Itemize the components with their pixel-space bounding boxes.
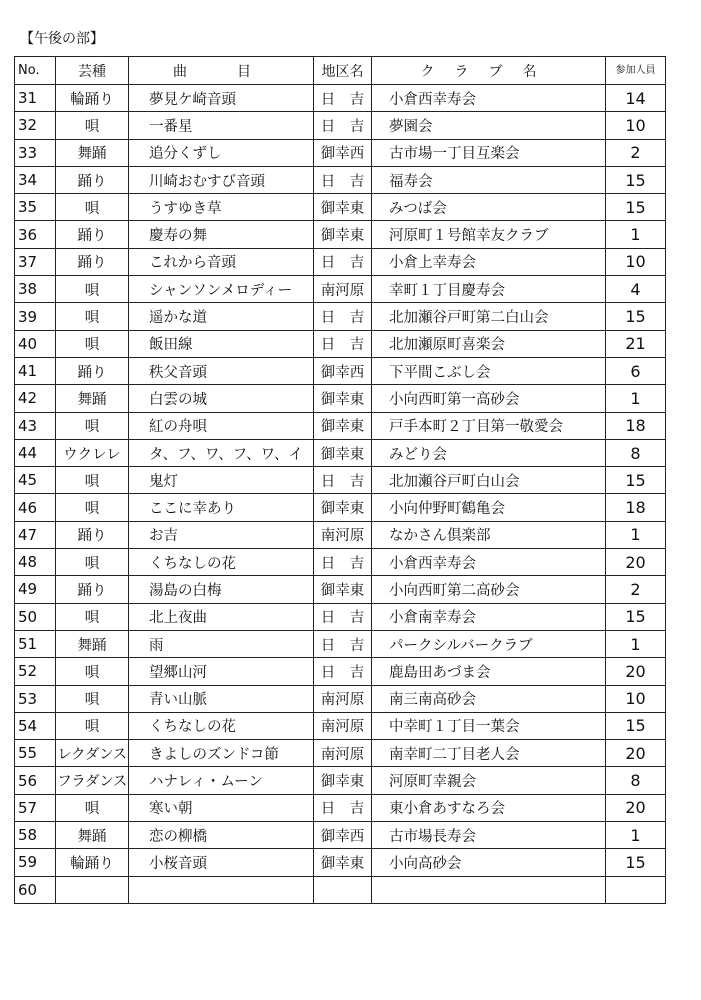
table-row bbox=[15, 385, 666, 412]
cell-district: 南河原 bbox=[314, 685, 372, 712]
cell-district: 日 吉 bbox=[314, 794, 372, 821]
table-row bbox=[15, 740, 666, 767]
cell-no: 37 bbox=[15, 248, 56, 275]
cell-no: 50 bbox=[15, 603, 56, 630]
cell-genre: 舞踊 bbox=[56, 385, 129, 412]
cell-participants: 10 bbox=[606, 685, 666, 712]
cell-genre: 唄 bbox=[56, 685, 129, 712]
cell-no: 56 bbox=[15, 767, 56, 794]
cell-no: 33 bbox=[15, 139, 56, 166]
cell-district: 南河原 bbox=[314, 740, 372, 767]
cell-genre: 踊り bbox=[56, 166, 129, 193]
cell-club: 東小倉あすなろ会 bbox=[372, 794, 606, 821]
table-row bbox=[15, 549, 666, 576]
table-row bbox=[15, 658, 666, 685]
cell-song: ここに幸あり bbox=[129, 494, 314, 521]
header-district: 地区名 bbox=[314, 57, 372, 85]
cell-district: 御幸東 bbox=[314, 849, 372, 876]
cell-club: 河原町１号館幸友クラブ bbox=[372, 221, 606, 248]
cell-club: 南幸町二丁目老人会 bbox=[372, 740, 606, 767]
cell-genre: ウクレレ bbox=[56, 439, 129, 466]
cell-participants: 1 bbox=[606, 521, 666, 548]
header-participants: 参加人員 bbox=[606, 57, 666, 85]
cell-genre: 唄 bbox=[56, 467, 129, 494]
cell-no: 45 bbox=[15, 467, 56, 494]
cell-club: 北加瀬谷戸町白山会 bbox=[372, 467, 606, 494]
cell-participants: 21 bbox=[606, 330, 666, 357]
cell-song: 寒い朝 bbox=[129, 794, 314, 821]
cell-participants: 20 bbox=[606, 794, 666, 821]
cell-district: 南河原 bbox=[314, 712, 372, 739]
cell-song: 北上夜曲 bbox=[129, 603, 314, 630]
cell-song: うすゆき草 bbox=[129, 194, 314, 221]
cell-no: 60 bbox=[15, 876, 56, 903]
table-row bbox=[15, 85, 666, 112]
cell-genre: 唄 bbox=[56, 303, 129, 330]
cell-district: 御幸東 bbox=[314, 385, 372, 412]
cell-participants: 10 bbox=[606, 248, 666, 275]
table-row bbox=[15, 576, 666, 603]
cell-no: 44 bbox=[15, 439, 56, 466]
cell-club: 古市場一丁目互楽会 bbox=[372, 139, 606, 166]
cell-no: 58 bbox=[15, 822, 56, 849]
table-row bbox=[15, 467, 666, 494]
cell-district: 日 吉 bbox=[314, 85, 372, 112]
cell-genre: 舞踊 bbox=[56, 822, 129, 849]
cell-no: 55 bbox=[15, 740, 56, 767]
table-body bbox=[15, 85, 666, 904]
cell-song: 慶寿の舞 bbox=[129, 221, 314, 248]
cell-participants: 15 bbox=[606, 603, 666, 630]
cell-club: 小倉西幸寿会 bbox=[372, 85, 606, 112]
cell-genre: 唄 bbox=[56, 603, 129, 630]
cell-club: 福寿会 bbox=[372, 166, 606, 193]
cell-district: 日 吉 bbox=[314, 248, 372, 275]
cell-participants: 15 bbox=[606, 166, 666, 193]
cell-club: 幸町１丁目慶寿会 bbox=[372, 276, 606, 303]
table-row bbox=[15, 330, 666, 357]
cell-district: 御幸西 bbox=[314, 357, 372, 384]
cell-song: 夢見ケ崎音頭 bbox=[129, 85, 314, 112]
cell-district: 日 吉 bbox=[314, 303, 372, 330]
cell-song: 湯島の白梅 bbox=[129, 576, 314, 603]
cell-club: 鹿島田あづま会 bbox=[372, 658, 606, 685]
cell-club: みどり会 bbox=[372, 439, 606, 466]
cell-district: 日 吉 bbox=[314, 549, 372, 576]
cell-district: 御幸東 bbox=[314, 576, 372, 603]
cell-participants: 1 bbox=[606, 630, 666, 657]
cell-participants: 15 bbox=[606, 194, 666, 221]
cell-club: 小倉西幸寿会 bbox=[372, 549, 606, 576]
cell-participants: 8 bbox=[606, 439, 666, 466]
cell-song: 望郷山河 bbox=[129, 658, 314, 685]
cell-club: 小向西町第二高砂会 bbox=[372, 576, 606, 603]
cell-song: 恋の柳橋 bbox=[129, 822, 314, 849]
cell-district: 日 吉 bbox=[314, 603, 372, 630]
cell-club: 古市場長寿会 bbox=[372, 822, 606, 849]
cell-district: 日 吉 bbox=[314, 467, 372, 494]
cell-club: 小倉上幸寿会 bbox=[372, 248, 606, 275]
cell-genre: 唄 bbox=[56, 712, 129, 739]
cell-song: 雨 bbox=[129, 630, 314, 657]
cell-genre: レクダンス bbox=[56, 740, 129, 767]
cell-club: 下平間こぶし会 bbox=[372, 357, 606, 384]
cell-participants: 18 bbox=[606, 494, 666, 521]
cell-genre: 輪踊り bbox=[56, 85, 129, 112]
cell-district: 南河原 bbox=[314, 521, 372, 548]
cell-genre: 唄 bbox=[56, 112, 129, 139]
cell-song: きよしのズンドコ節 bbox=[129, 740, 314, 767]
cell-song: シャンソンメロディー bbox=[129, 276, 314, 303]
cell-participants: 14 bbox=[606, 85, 666, 112]
cell-district: 御幸西 bbox=[314, 139, 372, 166]
cell-district: 日 吉 bbox=[314, 658, 372, 685]
cell-song: お吉 bbox=[129, 521, 314, 548]
cell-genre: 踊り bbox=[56, 248, 129, 275]
cell-no: 46 bbox=[15, 494, 56, 521]
cell-song: 一番星 bbox=[129, 112, 314, 139]
cell-song: くちなしの花 bbox=[129, 712, 314, 739]
header-no: No. bbox=[15, 57, 56, 85]
cell-song: 紅の舟唄 bbox=[129, 412, 314, 439]
table-row bbox=[15, 221, 666, 248]
cell-song: ハナレィ・ムーン bbox=[129, 767, 314, 794]
table-row bbox=[15, 630, 666, 657]
table-row bbox=[15, 194, 666, 221]
cell-no: 32 bbox=[15, 112, 56, 139]
cell-participants: 20 bbox=[606, 549, 666, 576]
cell-no: 59 bbox=[15, 849, 56, 876]
cell-district: 日 吉 bbox=[314, 630, 372, 657]
cell-participants: 2 bbox=[606, 139, 666, 166]
cell-no: 54 bbox=[15, 712, 56, 739]
cell-club bbox=[372, 876, 606, 903]
cell-song: 遥かな道 bbox=[129, 303, 314, 330]
table-row bbox=[15, 166, 666, 193]
cell-song: これから音頭 bbox=[129, 248, 314, 275]
cell-club: 小向西町第一高砂会 bbox=[372, 385, 606, 412]
table-row bbox=[15, 794, 666, 821]
cell-participants: 1 bbox=[606, 385, 666, 412]
cell-genre: フラダンス bbox=[56, 767, 129, 794]
cell-district: 御幸東 bbox=[314, 194, 372, 221]
cell-song: 白雲の城 bbox=[129, 385, 314, 412]
cell-participants: 20 bbox=[606, 658, 666, 685]
cell-no: 57 bbox=[15, 794, 56, 821]
cell-participants: 2 bbox=[606, 576, 666, 603]
cell-participants bbox=[606, 876, 666, 903]
cell-club: 小倉南幸寿会 bbox=[372, 603, 606, 630]
cell-song: タ、フ、ワ、フ、ワ、イ bbox=[129, 439, 314, 466]
cell-no: 48 bbox=[15, 549, 56, 576]
table-row bbox=[15, 276, 666, 303]
table-row bbox=[15, 521, 666, 548]
table-row bbox=[15, 603, 666, 630]
header-club: クラブ名 bbox=[372, 57, 606, 85]
cell-club: 北加瀬原町喜楽会 bbox=[372, 330, 606, 357]
table-header-row bbox=[15, 57, 666, 85]
cell-participants: 15 bbox=[606, 849, 666, 876]
cell-no: 42 bbox=[15, 385, 56, 412]
cell-no: 39 bbox=[15, 303, 56, 330]
cell-genre bbox=[56, 876, 129, 903]
cell-participants: 8 bbox=[606, 767, 666, 794]
cell-club: パークシルバークラブ bbox=[372, 630, 606, 657]
cell-no: 34 bbox=[15, 166, 56, 193]
cell-song bbox=[129, 876, 314, 903]
cell-no: 38 bbox=[15, 276, 56, 303]
cell-genre: 唄 bbox=[56, 658, 129, 685]
cell-no: 35 bbox=[15, 194, 56, 221]
cell-genre: 唄 bbox=[56, 330, 129, 357]
cell-no: 36 bbox=[15, 221, 56, 248]
table-row bbox=[15, 439, 666, 466]
cell-genre: 踊り bbox=[56, 521, 129, 548]
cell-district: 日 吉 bbox=[314, 166, 372, 193]
cell-club: みつば会 bbox=[372, 194, 606, 221]
cell-song: 青い山脈 bbox=[129, 685, 314, 712]
cell-genre: 唄 bbox=[56, 412, 129, 439]
program-table bbox=[14, 56, 666, 904]
cell-club: 北加瀬谷戸町第二白山会 bbox=[372, 303, 606, 330]
cell-district: 日 吉 bbox=[314, 112, 372, 139]
cell-genre: 踊り bbox=[56, 221, 129, 248]
cell-district: 御幸東 bbox=[314, 767, 372, 794]
section-title: 【午後の部】 bbox=[20, 31, 104, 47]
cell-no: 31 bbox=[15, 85, 56, 112]
cell-participants: 1 bbox=[606, 822, 666, 849]
table-row bbox=[15, 357, 666, 384]
table-row bbox=[15, 712, 666, 739]
cell-song: 秩父音頭 bbox=[129, 357, 314, 384]
cell-district: 南河原 bbox=[314, 276, 372, 303]
cell-genre: 唄 bbox=[56, 194, 129, 221]
cell-genre: 踊り bbox=[56, 576, 129, 603]
cell-song: 鬼灯 bbox=[129, 467, 314, 494]
table-row bbox=[15, 139, 666, 166]
cell-genre: 唄 bbox=[56, 794, 129, 821]
cell-district bbox=[314, 876, 372, 903]
cell-song: くちなしの花 bbox=[129, 549, 314, 576]
table-row bbox=[15, 822, 666, 849]
cell-song: 川崎おむすび音頭 bbox=[129, 166, 314, 193]
cell-no: 52 bbox=[15, 658, 56, 685]
table-row bbox=[15, 494, 666, 521]
cell-song: 追分くずし bbox=[129, 139, 314, 166]
cell-no: 41 bbox=[15, 357, 56, 384]
cell-club: 小向仲野町鶴亀会 bbox=[372, 494, 606, 521]
cell-participants: 1 bbox=[606, 221, 666, 248]
cell-participants: 6 bbox=[606, 357, 666, 384]
cell-district: 御幸東 bbox=[314, 412, 372, 439]
table-row bbox=[15, 412, 666, 439]
cell-no: 43 bbox=[15, 412, 56, 439]
cell-genre: 唄 bbox=[56, 276, 129, 303]
header-song: 曲 目 bbox=[129, 57, 314, 85]
table-row bbox=[15, 303, 666, 330]
cell-club: 中幸町１丁目一葉会 bbox=[372, 712, 606, 739]
cell-district: 御幸西 bbox=[314, 822, 372, 849]
cell-participants: 20 bbox=[606, 740, 666, 767]
cell-club: 夢園会 bbox=[372, 112, 606, 139]
cell-participants: 4 bbox=[606, 276, 666, 303]
cell-song: 飯田線 bbox=[129, 330, 314, 357]
cell-genre: 舞踊 bbox=[56, 139, 129, 166]
table-row bbox=[15, 849, 666, 876]
cell-club: 河原町幸親会 bbox=[372, 767, 606, 794]
cell-genre: 舞踊 bbox=[56, 630, 129, 657]
cell-genre: 踊り bbox=[56, 357, 129, 384]
cell-no: 51 bbox=[15, 630, 56, 657]
cell-club: 小向高砂会 bbox=[372, 849, 606, 876]
cell-no: 40 bbox=[15, 330, 56, 357]
cell-no: 49 bbox=[15, 576, 56, 603]
cell-club: なかさん倶楽部 bbox=[372, 521, 606, 548]
cell-club: 南三南高砂会 bbox=[372, 685, 606, 712]
table-row bbox=[15, 112, 666, 139]
cell-participants: 10 bbox=[606, 112, 666, 139]
cell-genre: 輪踊り bbox=[56, 849, 129, 876]
cell-district: 日 吉 bbox=[314, 330, 372, 357]
cell-participants: 15 bbox=[606, 303, 666, 330]
table-row bbox=[15, 876, 666, 903]
cell-district: 御幸東 bbox=[314, 494, 372, 521]
cell-participants: 15 bbox=[606, 467, 666, 494]
cell-song: 小桜音頭 bbox=[129, 849, 314, 876]
table-row bbox=[15, 767, 666, 794]
cell-genre: 唄 bbox=[56, 494, 129, 521]
header-genre: 芸種 bbox=[56, 57, 129, 85]
cell-participants: 15 bbox=[606, 712, 666, 739]
table-row bbox=[15, 685, 666, 712]
cell-club: 戸手本町２丁目第一敬愛会 bbox=[372, 412, 606, 439]
cell-no: 47 bbox=[15, 521, 56, 548]
cell-district: 御幸東 bbox=[314, 221, 372, 248]
table-row bbox=[15, 248, 666, 275]
cell-no: 53 bbox=[15, 685, 56, 712]
cell-participants: 18 bbox=[606, 412, 666, 439]
cell-district: 御幸東 bbox=[314, 439, 372, 466]
cell-genre: 唄 bbox=[56, 549, 129, 576]
